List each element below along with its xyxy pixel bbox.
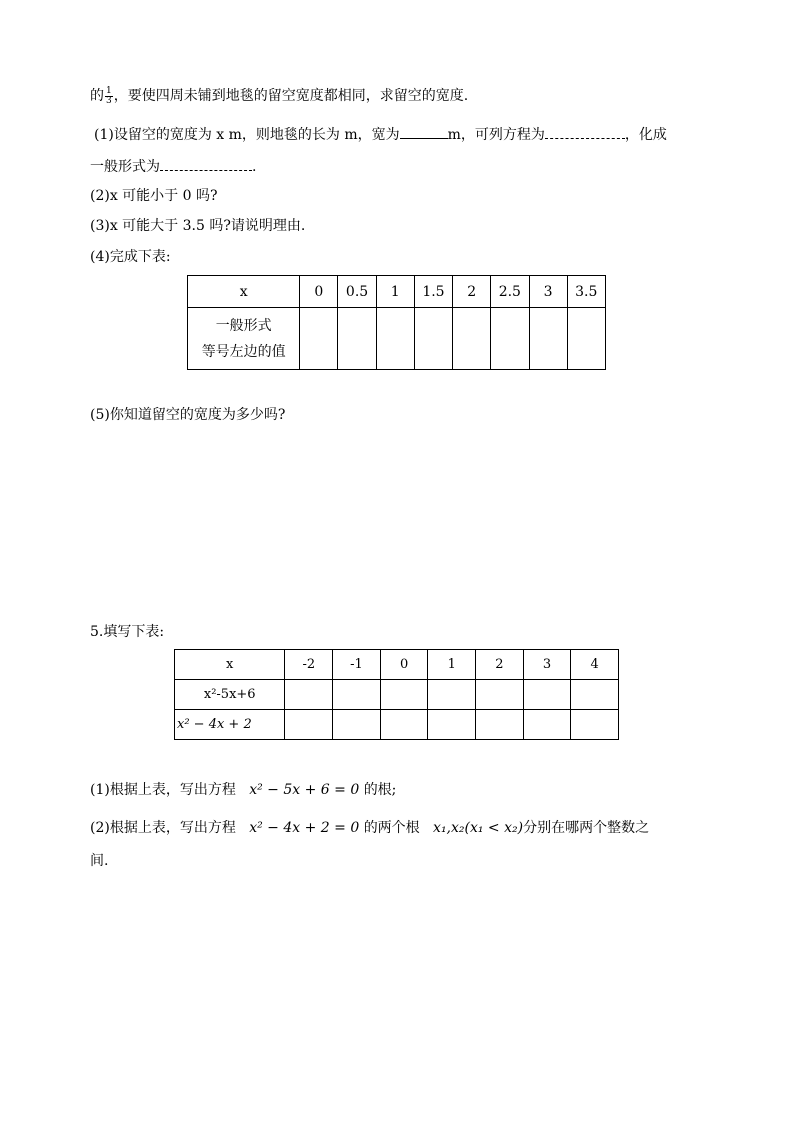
answer-cell[interactable] (333, 710, 381, 740)
answer-cell[interactable] (529, 308, 567, 370)
table-cell: 4 (571, 650, 619, 680)
answer-blank-general-form[interactable] (160, 156, 252, 171)
problem-5-sub-2-cont: 间. (90, 853, 109, 869)
fraction-one-third (105, 87, 113, 106)
answer-cell[interactable] (380, 680, 428, 710)
table-cell: 1.5 (414, 276, 452, 308)
answer-cell[interactable] (414, 308, 452, 370)
answer-cell[interactable] (333, 680, 381, 710)
answer-cell[interactable] (428, 710, 476, 740)
answer-cell[interactable] (285, 710, 333, 740)
problem-5-sub-2 (90, 818, 649, 838)
equation-2: x² − 4x + 2 = 0 (249, 820, 360, 836)
table-row-label: x²-5x+6 (175, 680, 285, 710)
answer-cell[interactable] (376, 308, 414, 370)
table-cell: -1 (333, 650, 381, 680)
table-cell: 2.5 (491, 276, 529, 308)
table-cell: 0 (380, 650, 428, 680)
table-row-label (188, 308, 300, 370)
table-header-x: x (188, 276, 300, 308)
answer-cell[interactable] (571, 680, 619, 710)
answer-cell[interactable] (300, 308, 338, 370)
intro-suffix: ，要使四周未铺到地毯的留空宽度都相同，求留空的宽度. (113, 88, 469, 104)
answer-cell[interactable] (491, 308, 529, 370)
table-cell: 3.5 (567, 276, 605, 308)
intro-line (90, 86, 468, 106)
table-cell: 2 (476, 650, 524, 680)
answer-cell[interactable] (476, 710, 524, 740)
table-row (175, 710, 619, 740)
question-2: (2)x 可能小于 0 吗? (90, 188, 218, 204)
row-label-line-1: 一般形式 (215, 317, 272, 334)
question-1-part-c: ，化成 (624, 127, 667, 143)
question-1-part-d: 一般形式为 (90, 159, 160, 175)
question-1-part-e: . (252, 159, 257, 175)
problem-5-title: 5.填写下表: (90, 624, 165, 640)
sub-2-text-c: 分别在哪两个整数之 (523, 820, 650, 836)
answer-cell[interactable] (338, 308, 376, 370)
answer-cell[interactable] (428, 680, 476, 710)
roots-notation: x₁,x₂(x₁ < x₂) (433, 820, 524, 836)
fraction-denominator: 3 (106, 95, 112, 106)
question-4: (4)完成下表: (90, 249, 171, 265)
answer-cell[interactable] (476, 680, 524, 710)
table-cell: 0 (300, 276, 338, 308)
question-1-part-b: m，可列方程为 (447, 127, 545, 143)
answer-blank-equation[interactable] (545, 124, 625, 139)
answer-cell[interactable] (523, 680, 571, 710)
table-cell: 1 (428, 650, 476, 680)
intro-prefix: 的 (90, 88, 104, 104)
answer-blank-width[interactable] (400, 124, 448, 139)
sub-1-text-a: (1)根据上表，写出方程 (90, 782, 236, 798)
table-cell: 3 (523, 650, 571, 680)
table-cell: -2 (285, 650, 333, 680)
question-1-line-1 (94, 124, 667, 145)
sub-2-text-b: 的两个根 (363, 820, 420, 836)
table-row (188, 276, 606, 308)
table-cell: 2 (453, 276, 491, 308)
table-header-x: x (175, 650, 285, 680)
table-cell: 0.5 (338, 276, 376, 308)
question-1-line-2 (90, 156, 256, 177)
value-table-1 (187, 275, 606, 370)
table-row (188, 308, 606, 370)
answer-cell[interactable] (380, 710, 428, 740)
value-table-2 (174, 649, 619, 740)
sub-1-text-b: 的根; (363, 782, 397, 798)
question-5: (5)你知道留空的宽度为多少吗? (90, 407, 286, 423)
problem-5-sub-1 (90, 780, 396, 800)
table-cell: 1 (376, 276, 414, 308)
answer-cell[interactable] (523, 710, 571, 740)
table-row (175, 650, 619, 680)
table-row-label: x² − 4x + 2 (175, 710, 285, 740)
answer-cell[interactable] (571, 710, 619, 740)
table-cell: 3 (529, 276, 567, 308)
table-row (175, 680, 619, 710)
question-1-part-a: (1)设留空的宽度为 x m，则地毯的长为 m，宽为 (94, 127, 400, 143)
answer-cell[interactable] (567, 308, 605, 370)
equation-1: x² − 5x + 6 = 0 (249, 782, 360, 798)
answer-cell[interactable] (285, 680, 333, 710)
row-label-line-2: 等号左边的值 (201, 343, 286, 360)
answer-cell[interactable] (453, 308, 491, 370)
fraction-numerator: 1 (106, 85, 112, 96)
sub-2-text-a: (2)根据上表，写出方程 (90, 820, 236, 836)
question-3: (3)x 可能大于 3.5 吗?请说明理由. (90, 218, 306, 234)
